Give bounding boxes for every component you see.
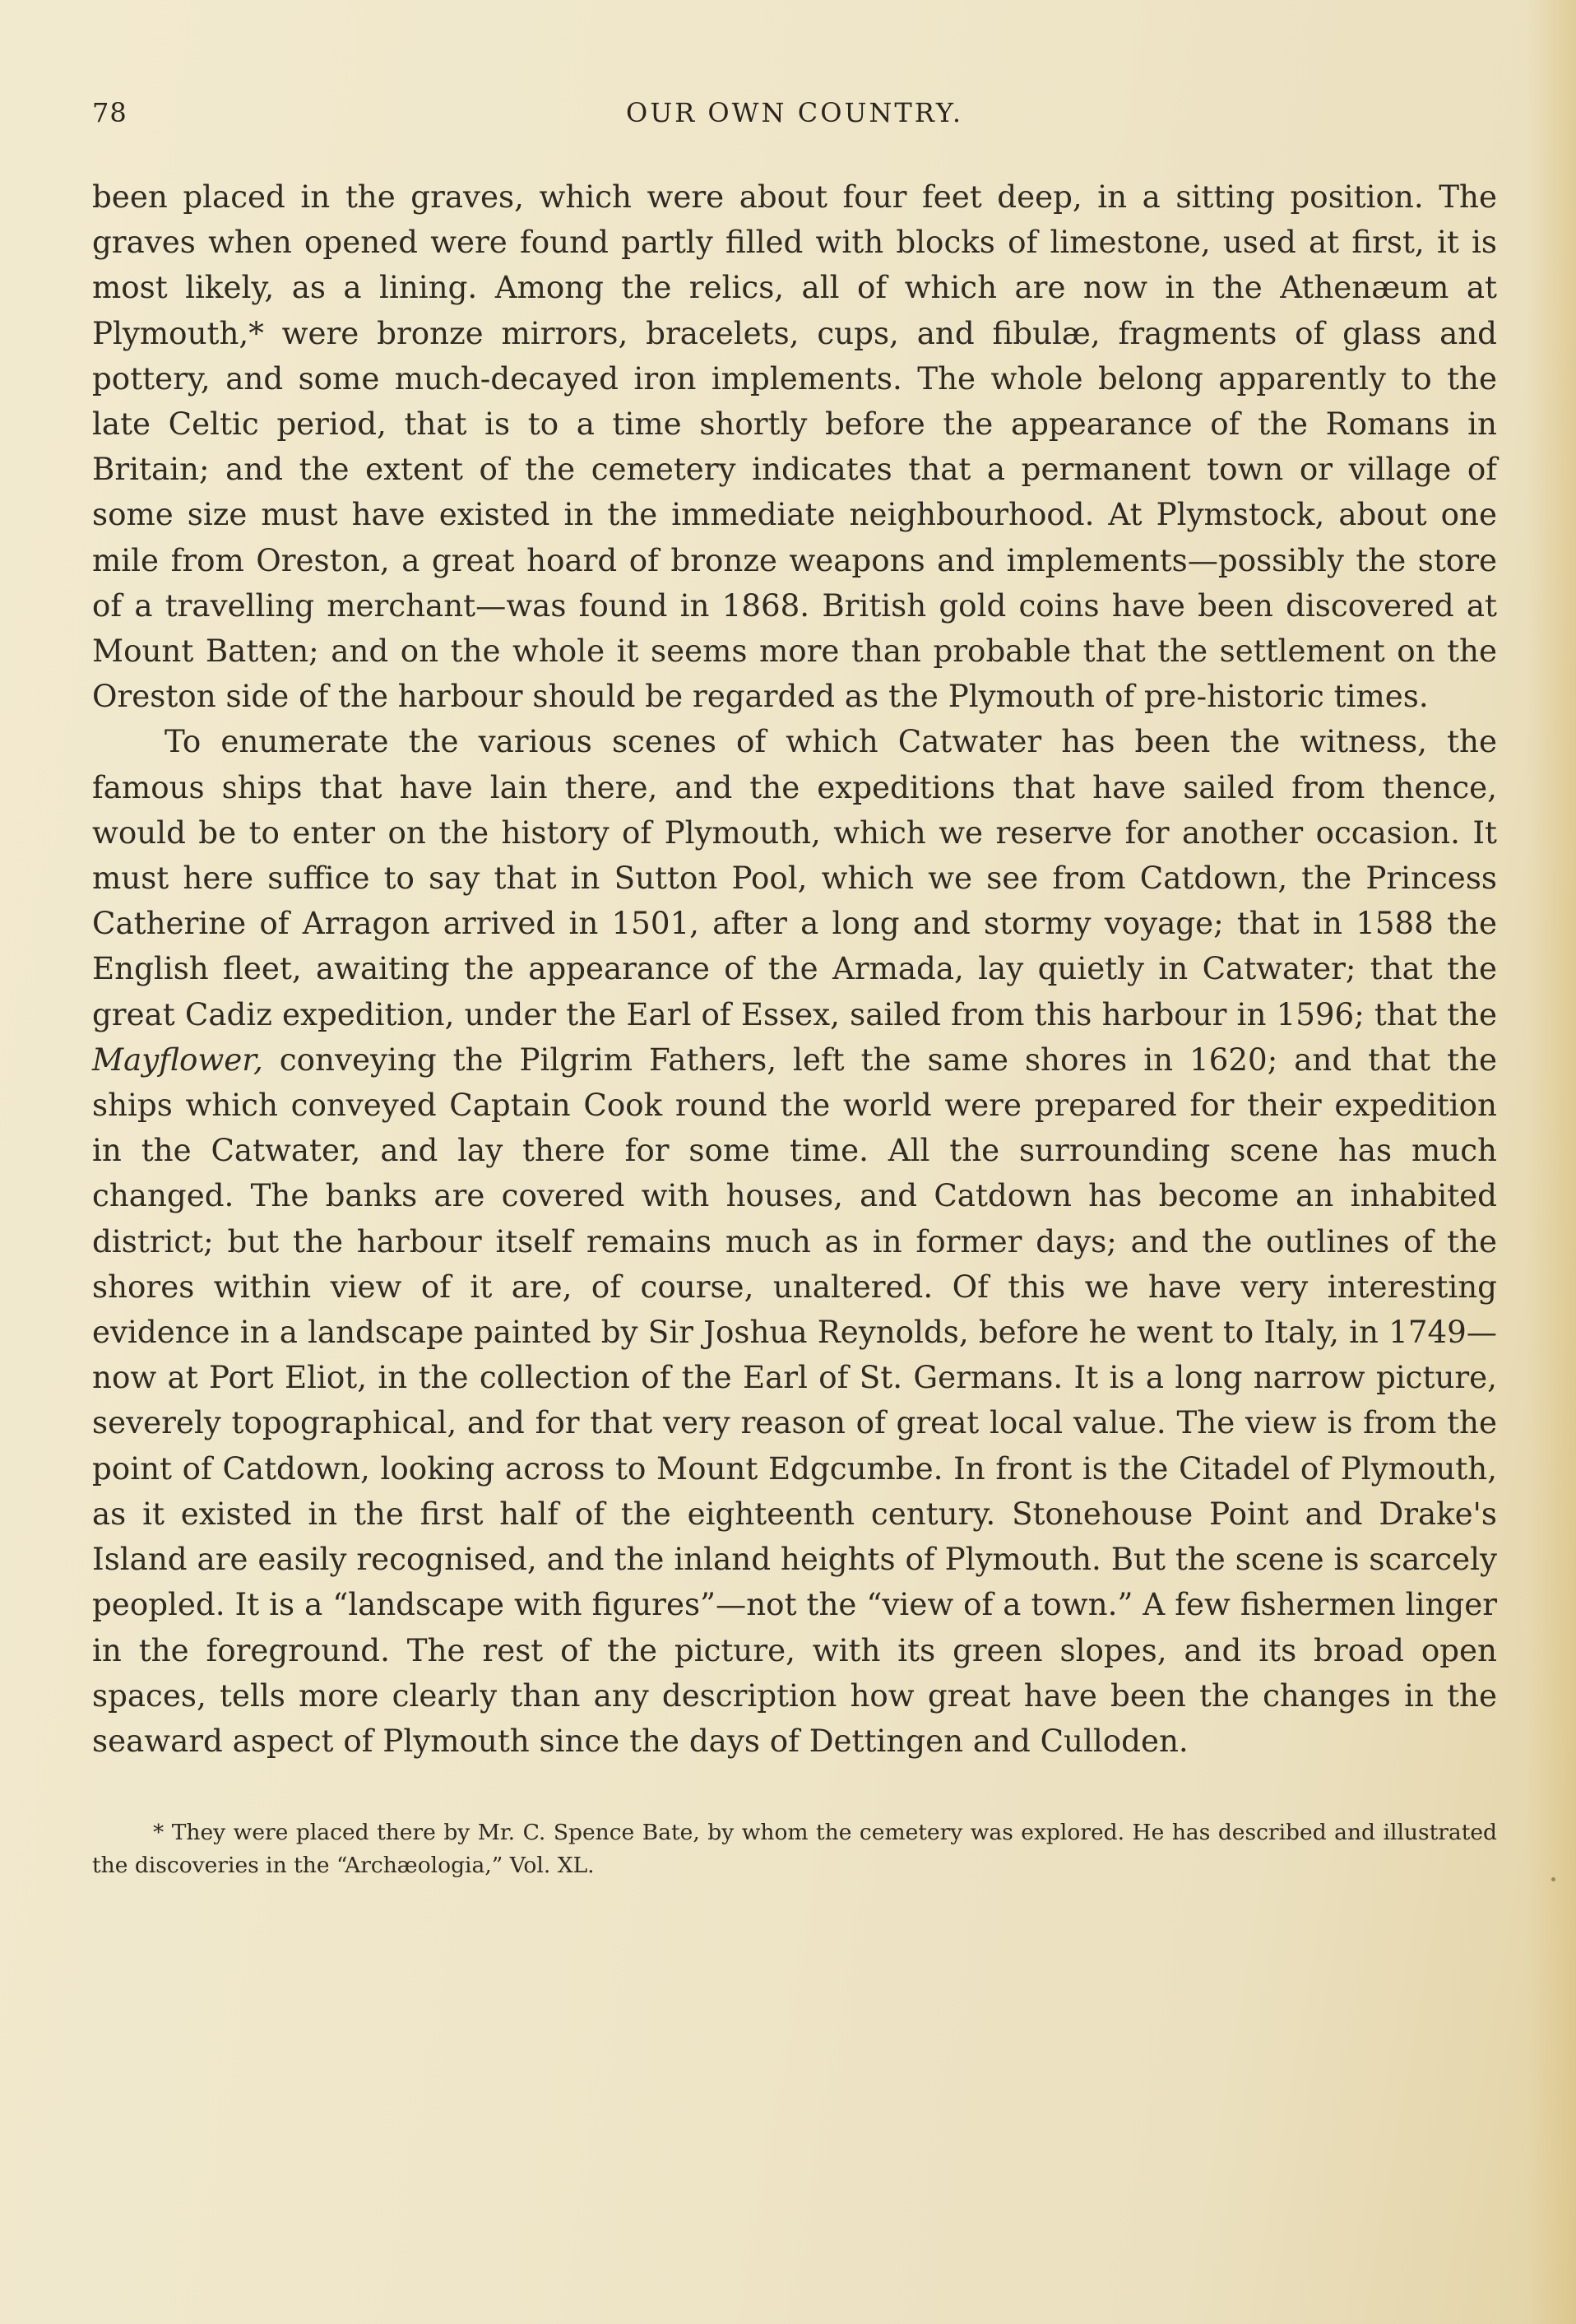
paragraph-catwater-part1: To enumerate the various scenes of which Catwater has been the witness, the famous ships that have lain there, and the expeditions that have sailed from thence, would be to enter on the history of Plymouth, which we reserve for another occasion. It must here suffice to say that in Sutton Pool, which we see from Catdown, the Princess Catherine of Arragon arrived in 1501, after a long and stormy voyage; that in 1588 the English fleet, awaiting the appearance of the Armada, lay quietly in Catwater; that the great Cadiz expedition, under the Earl of Essex, sailed from this harbour in 1596; that the	[92, 723, 1497, 1032]
page-number: 78	[92, 97, 127, 128]
footnote-text: * They were placed there by Mr. C. Spence Bate, by whom the cemetery was explored. He has described and illustrated the discoveries in the “Archæologia,” Vol. XL.	[92, 1820, 1497, 1878]
running-head	[92, 97, 1497, 146]
paragraph-catwater	[92, 719, 1497, 1764]
mayflower-italic: Mayflower,	[92, 1041, 263, 1078]
page-speck	[1551, 1877, 1555, 1881]
paragraph-continued: been placed in the graves, which were about four feet deep, in a sitting position. The graves when opened were found partly filled with blocks of limestone, used at first, it is most likely, as a lining. Among the relics, all of which are now in the Athenæum at Plymouth,* were bronze mirrors, bracelets, cups, and fibulæ, fragments of glass and pottery, and some much-decayed iron implements. The whole belong apparently to the late Celtic period, that is to a time shortly before the appearance of the Romans in Britain; and the extent of the cemetery indicates that a permanent town or village of some size must have existed in the immediate neighbourhood. At Plymstock, about one mile from Oreston, a great hoard of bronze weapons and implements—possibly the store of a travelling merchant—was found in 1868. British gold coins have been discovered at Mount Batten; and on the whole it seems more than probable that the settlement on the Oreston side of the harbour should be regarded as the Plymouth of pre-historic times.	[92, 179, 1497, 715]
page-edge-shading	[1527, 0, 1576, 2324]
body-text	[92, 174, 1497, 1764]
paragraph-catwater-part2: conveying the Pilgrim Fathers, left the same shores in 1620; and that the ships which conveyed Captain Cook round the world were prepared for their expedition in the Catwater, and lay there for some time. All the surrounding scene has much changed. The banks are covered with houses, and Catdown has become an inhabited district; but the harbour itself remains much as in former days; and the outlines of the shores within view of it are, of course, unaltered. Of this we have very interesting evidence in a landscape painted by Sir Joshua Reynolds, before he went to Italy, in 1749—now at Port Eliot, in the collection of the Earl of St. Germans. It is a long narrow picture, severely topographical, and for that very reason of great local value. The view is from the point of Catdown, looking across to Mount Edgcumbe. In front is the Citadel of Plymouth, as it existed in the first half of the eighteenth century. Stonehouse Point and Drake's Island are easily recognised, and the inland heights of Plymouth. But the scene is scarcely peopled. It is a “landscape with figures”—not the “view of a town.” A few fishermen linger in the foreground. The rest of the picture, with its green slopes, and its broad open spaces, tells more clearly than any description how great have been the changes in the seaward aspect of Plymouth since the days of Dettingen and Culloden.	[92, 1041, 1497, 1759]
footnote	[92, 1816, 1497, 1882]
running-title: OUR OWN COUNTRY.	[625, 97, 964, 128]
